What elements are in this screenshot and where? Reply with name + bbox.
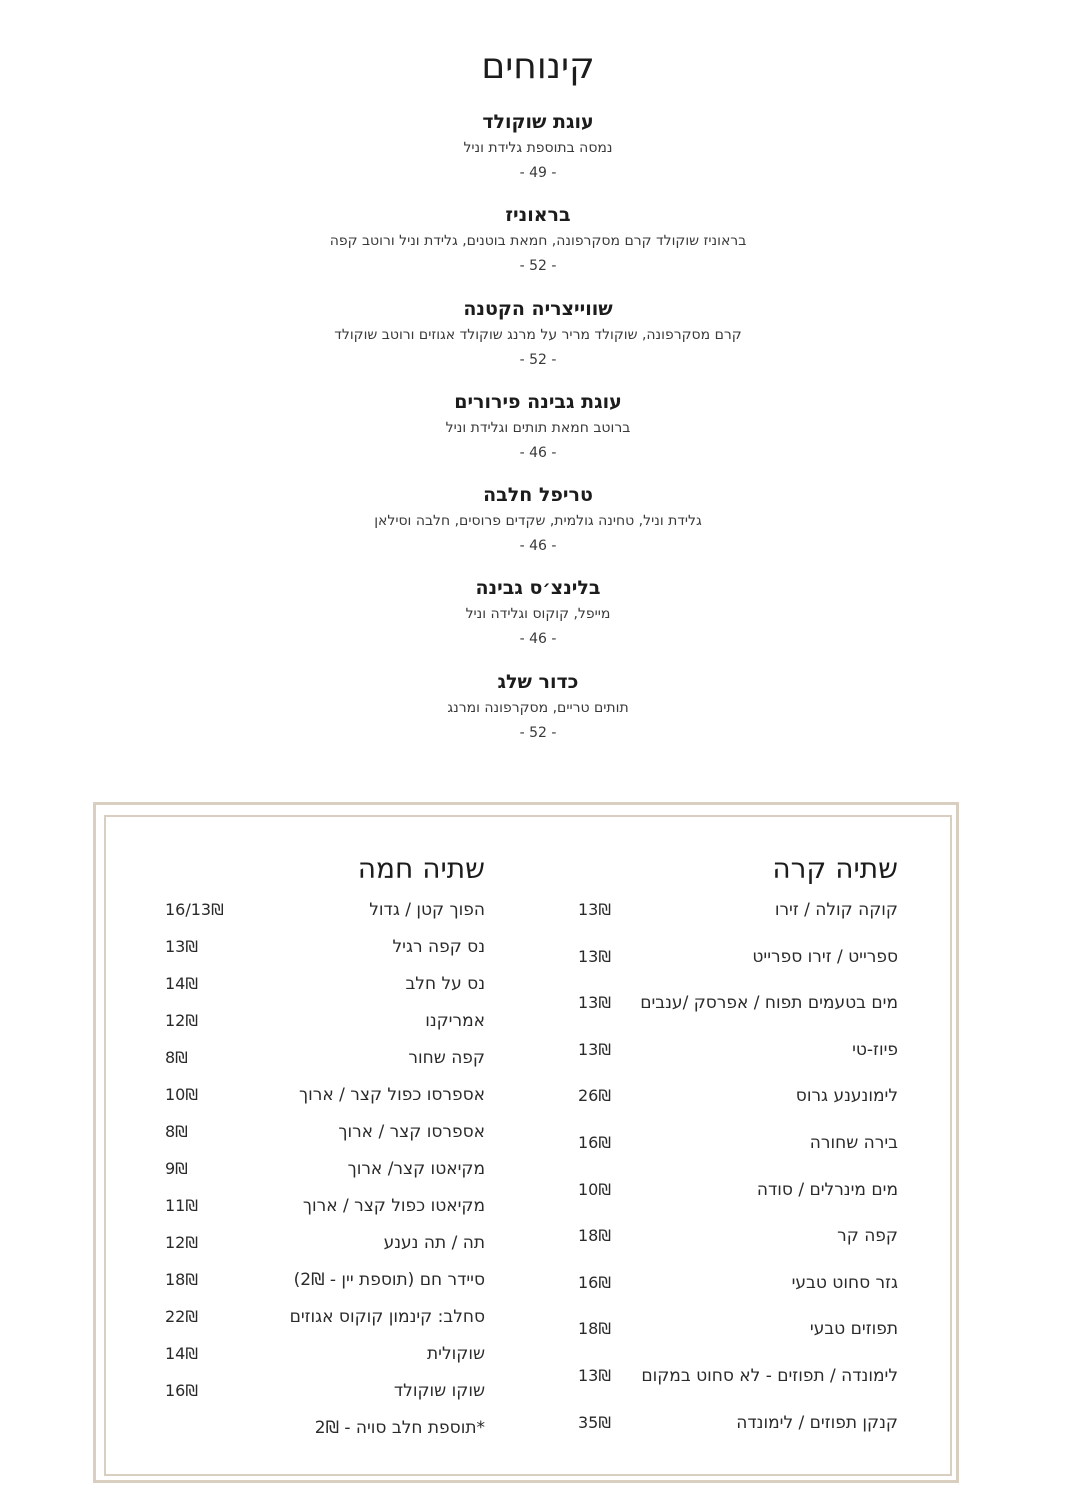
drink-price: 22₪ (165, 1307, 198, 1326)
drink-price: 16₪ (578, 1132, 611, 1152)
drink-name: תה / תה נענע (383, 1233, 485, 1253)
list-item (578, 1406, 898, 1453)
dessert-item (0, 668, 1076, 761)
list-item (165, 1374, 485, 1411)
dessert-price: - 52 - (519, 258, 557, 275)
list-item (165, 893, 485, 930)
dessert-description: תותים טריים, מסקרפונה ומרנג (447, 699, 629, 716)
drink-price: 14₪ (165, 974, 198, 993)
list-item (165, 1152, 485, 1189)
dessert-description: נמסה בתוספת גלידת וניל (463, 140, 613, 156)
drink-name: לימונענע גרוס (795, 1086, 898, 1107)
drink-price: 35₪ (578, 1412, 611, 1432)
list-item (578, 1312, 898, 1359)
drink-name: נס קפה רגיל (392, 937, 485, 957)
drink-name: קוקה קולה / זירו (774, 900, 898, 920)
list-item (578, 893, 898, 940)
list-item (165, 1411, 485, 1448)
dessert-name: טריפל חלבה (483, 484, 593, 507)
dessert-name: עוגת גבינה פירורים (454, 390, 622, 413)
list-item (578, 986, 898, 1033)
drink-name: קפה שחור (408, 1048, 485, 1068)
drink-price: 8₪ (165, 1048, 188, 1067)
drink-name: מים מינרלים / סודה (756, 1179, 898, 1200)
list-item (165, 1263, 485, 1300)
drink-price: 10₪ (578, 1179, 611, 1199)
list-item (165, 1078, 485, 1115)
drink-price: 18₪ (578, 1226, 611, 1246)
dessert-item (0, 201, 1076, 294)
drink-name: תפוזים טבעי (809, 1319, 898, 1340)
list-item (578, 940, 898, 987)
dessert-name: עוגת שוקולד (482, 111, 594, 133)
drink-price: 16/13₪ (165, 900, 224, 919)
drink-price: 13₪ (578, 1365, 611, 1385)
list-item (165, 1226, 485, 1263)
dessert-name: בלינצ׳ס גבינה (475, 577, 601, 600)
drink-name: אספרסו קצר / ארוך (338, 1122, 485, 1142)
dessert-item (0, 295, 1076, 388)
drink-price: 13₪ (578, 1039, 611, 1059)
drink-name: בירה שחורה (809, 1132, 898, 1153)
drink-price: 13₪ (578, 900, 611, 919)
dessert-name: כדור שלג (497, 670, 579, 693)
drink-price: 18₪ (578, 1319, 611, 1339)
dessert-item (0, 481, 1076, 574)
hot-drinks-list (165, 893, 485, 1448)
drink-price: 13₪ (578, 993, 611, 1013)
list-item (165, 1041, 485, 1078)
list-item (165, 1115, 485, 1152)
dessert-price: - 49 - (519, 165, 557, 181)
soy-milk-note: *תוספת חלב סויה - 2₪ (314, 1418, 485, 1438)
drink-name: ספרייט / זירו ספרייט (752, 946, 898, 967)
drink-price: 8₪ (165, 1122, 188, 1141)
list-item (165, 1300, 485, 1337)
drink-name: סחלב: קינמון קוקוס אגוזים (289, 1307, 485, 1327)
drink-name: גזר סחוט טבעי (791, 1272, 898, 1293)
dessert-price: - 46 - (519, 444, 557, 461)
drink-price: 11₪ (165, 1196, 198, 1215)
list-item (578, 1359, 898, 1406)
desserts-title: קינוחים (481, 46, 595, 87)
drink-name: הפוך קטן / גדול (369, 900, 485, 920)
drink-name: שוקו שוקולד (393, 1381, 485, 1401)
drink-price: 18₪ (165, 1270, 198, 1289)
list-item (165, 1337, 485, 1374)
drink-name: מקיאטו קצר/ ארוך (347, 1159, 485, 1179)
hot-drinks-title: שתיה חמה (357, 852, 485, 885)
dessert-description: מייפל, קוקוס וגלידה וניל (465, 606, 611, 623)
dessert-item (0, 388, 1076, 481)
dessert-item (0, 108, 1076, 201)
dessert-description: גלידת וניל, טחינה גולמית, שקדים פרוסים, חלבה וסילאן (374, 513, 702, 530)
drink-name: לימונדה / תפוזים - לא סחוט במקום (641, 1365, 898, 1386)
drink-name: קנקן תפוזים / לימונדה (736, 1412, 898, 1433)
desserts-list (0, 108, 1076, 761)
drink-price: 12₪ (165, 1011, 198, 1030)
list-item (165, 930, 485, 967)
drink-name: נס על חלב (405, 974, 485, 994)
cold-drinks-title: שתיה קרה (772, 852, 898, 885)
drink-price: 14₪ (165, 1344, 198, 1363)
list-item (165, 967, 485, 1004)
list-item (578, 1173, 898, 1220)
drink-price: 13₪ (578, 946, 611, 966)
dessert-description: ברוטב חמאת תותים וגלידת וניל (445, 419, 631, 436)
dessert-item (0, 574, 1076, 667)
dessert-price: - 46 - (519, 538, 557, 555)
drink-price: 12₪ (165, 1233, 198, 1252)
list-item (578, 1266, 898, 1313)
dessert-price: - 46 - (519, 631, 557, 648)
list-item (165, 1189, 485, 1226)
drink-price: 10₪ (165, 1085, 198, 1104)
drink-price: 26₪ (578, 1086, 611, 1106)
list-item (165, 1004, 485, 1041)
list-item (578, 1033, 898, 1080)
drink-price: 13₪ (165, 937, 198, 956)
list-item (578, 1126, 898, 1173)
drink-name: פיוז-טי (852, 1039, 898, 1060)
dessert-name: בראוניז (505, 204, 571, 227)
drink-name: סיידר חם (תוספת יין - 2₪) (293, 1270, 485, 1290)
cold-drinks-list (578, 893, 898, 1452)
drink-name: קפה קר (837, 1226, 898, 1247)
dessert-price: - 52 - (519, 724, 557, 741)
drink-price: 16₪ (578, 1272, 611, 1292)
dessert-name: שווייצריה הקטנה (463, 297, 613, 320)
dessert-description: בראוניז שוקולד קרם מסקרפונה, חמאת בוטנים, גלידת וניל ורוטב קפה (329, 233, 747, 250)
drink-name: מים בטעמים תפוח / אפרסק /ענבים (640, 993, 898, 1014)
drink-name: אספרסו כפול קצר / ארוך (299, 1085, 485, 1105)
drink-name: מקיאטו כפול קצר / ארוך (302, 1196, 485, 1216)
drink-name: אמריקנו (425, 1011, 485, 1031)
drink-price: 9₪ (165, 1159, 188, 1178)
list-item (578, 1079, 898, 1126)
dessert-price: - 52 - (519, 351, 557, 368)
drink-name: שוקולית (426, 1344, 485, 1364)
dessert-description: קרם מסקרפונה, שוקולד מריר על מרנג שוקולד אגוזים ורוטב שוקולד (334, 326, 742, 343)
list-item (578, 1219, 898, 1266)
drink-price: 16₪ (165, 1381, 198, 1400)
